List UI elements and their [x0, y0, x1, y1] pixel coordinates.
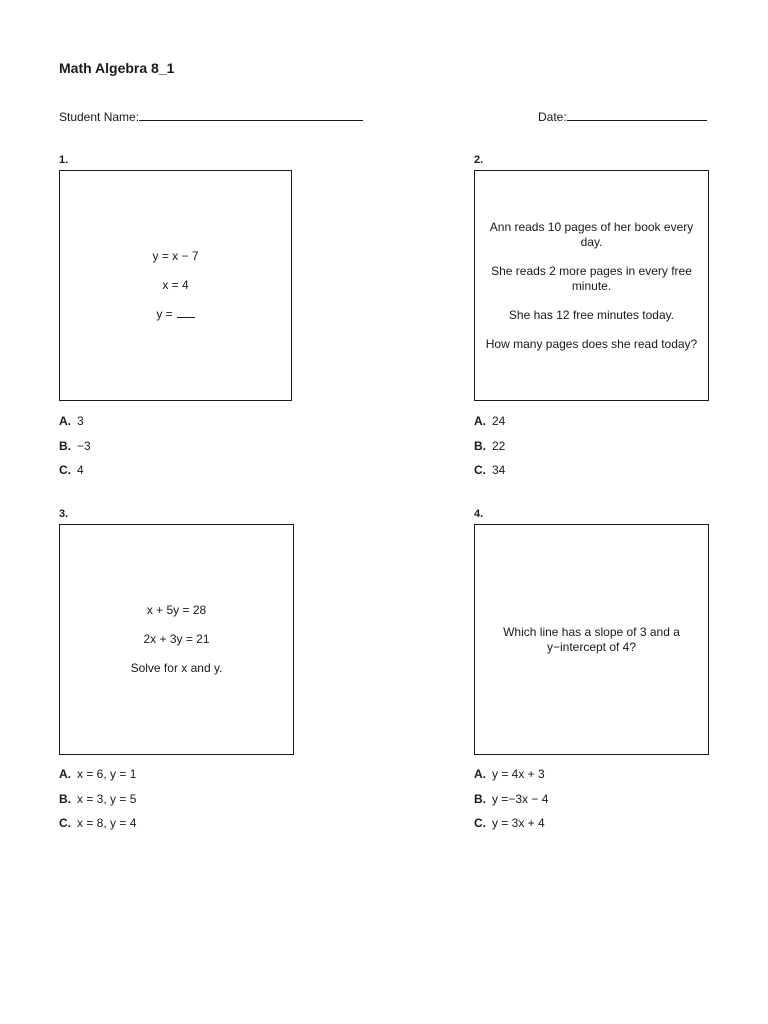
option-b[interactable] [474, 792, 548, 817]
option-c[interactable] [59, 463, 91, 488]
question-3-line: Solve for x and y. [130, 661, 223, 675]
option-text: y =−3x − 4 [492, 791, 549, 806]
option-text: x = 3, y = 5 [77, 791, 137, 806]
option-text: 34 [492, 463, 506, 477]
question-2-number: 2. [474, 154, 484, 166]
date-blank[interactable] [567, 108, 707, 121]
question-2-options [474, 414, 505, 488]
student-name-label: Student Name: [59, 110, 140, 124]
option-text: 24 [492, 414, 506, 428]
question-3-line: 2x + 3y = 21 [143, 632, 210, 646]
option-text: 3 [77, 414, 84, 428]
question-1-line: y = x − 7 [152, 249, 199, 263]
option-c[interactable] [474, 463, 505, 488]
option-letter: C. [59, 816, 71, 830]
option-letter: A. [474, 414, 486, 428]
option-c[interactable] [59, 816, 136, 841]
option-text: y = 3x + 4 [492, 816, 545, 830]
option-a[interactable] [474, 767, 548, 792]
question-4-box [474, 524, 709, 755]
question-4-options [474, 767, 548, 841]
option-text: 22 [492, 438, 506, 453]
option-letter: B. [59, 438, 71, 453]
question-1-options [59, 414, 91, 488]
question-1-number: 1. [59, 154, 69, 166]
option-c[interactable] [474, 816, 548, 841]
option-letter: A. [59, 414, 71, 428]
question-1-box [59, 170, 292, 401]
option-letter: B. [59, 791, 71, 806]
worksheet-title: Math Algebra 8_1 [59, 60, 175, 76]
option-a[interactable] [59, 767, 136, 792]
option-a[interactable] [474, 414, 505, 439]
question-1-line: x = 4 [162, 278, 189, 292]
question-3-options [59, 767, 136, 841]
option-letter: B. [474, 791, 486, 806]
question-2-line: How many pages does she read today? [485, 336, 698, 351]
option-text: 4 [77, 463, 84, 477]
option-text: x = 6, y = 1 [77, 767, 137, 781]
option-letter: A. [474, 767, 486, 781]
option-b[interactable] [474, 439, 505, 464]
question-3-number: 3. [59, 508, 69, 520]
question-3-line: x + 5y = 28 [146, 603, 207, 617]
option-letter: B. [474, 438, 486, 453]
question-1-line: y = [156, 307, 173, 321]
question-2-line: She reads 2 more pages in every free minute. [491, 263, 692, 293]
option-b[interactable] [59, 439, 91, 464]
question-4-line: Which line has a slope of 3 and a y−intercept of 4? [503, 624, 680, 654]
option-letter: C. [474, 816, 486, 830]
question-1-answer-line [156, 307, 194, 322]
option-text: −3 [77, 438, 91, 453]
option-text: x = 8, y = 4 [77, 816, 137, 830]
option-letter: C. [474, 463, 486, 477]
student-name-blank[interactable] [139, 108, 363, 121]
option-text: y = 4x + 3 [492, 767, 545, 781]
student-name-field [59, 108, 363, 124]
question-2-line: Ann reads 10 pages of her book every day. [489, 219, 694, 249]
answer-blank[interactable] [177, 307, 195, 318]
question-4-number: 4. [474, 508, 484, 520]
question-2-line: She has 12 free minutes today. [508, 307, 675, 322]
option-a[interactable] [59, 414, 91, 439]
date-field [538, 108, 707, 124]
option-letter: A. [59, 767, 71, 781]
date-label: Date: [538, 110, 567, 124]
option-letter: C. [59, 463, 71, 477]
question-3-box [59, 524, 294, 755]
option-b[interactable] [59, 792, 136, 817]
question-2-box [474, 170, 709, 401]
